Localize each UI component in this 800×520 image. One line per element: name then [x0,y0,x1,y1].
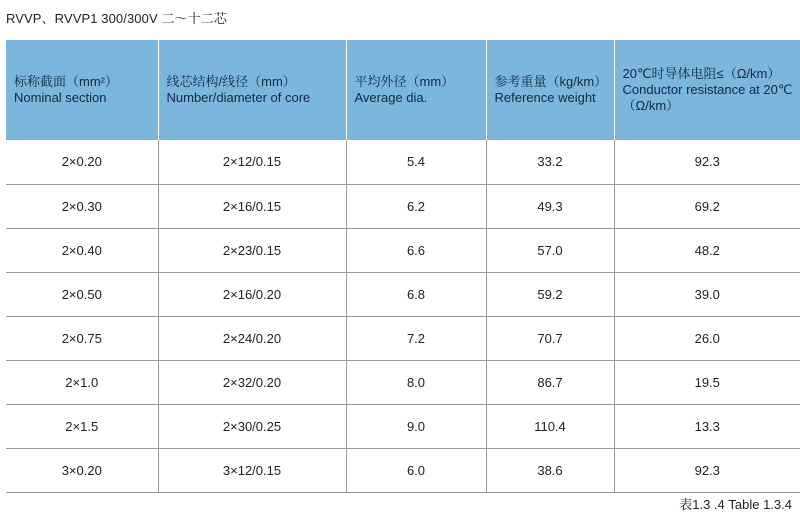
cell-reference-weight: 86.7 [486,360,614,404]
cell-nominal-section: 2×1.5 [6,404,158,448]
cell-conductor-resistance: 69.2 [614,184,800,228]
cell-average-dia: 6.0 [346,448,486,492]
table-row [6,316,800,360]
cell-reference-weight: 38.6 [486,448,614,492]
cell-reference-weight: 59.2 [486,272,614,316]
cell-conductor-resistance: 39.0 [614,272,800,316]
cell-average-dia: 7.2 [346,316,486,360]
cell-core-structure: 2×16/0.15 [158,184,346,228]
cell-core-structure: 2×24/0.20 [158,316,346,360]
header-en: Reference weight [494,90,596,105]
table-row [6,360,800,404]
cell-conductor-resistance: 19.5 [614,360,800,404]
cell-conductor-resistance: 48.2 [614,228,800,272]
cell-core-structure: 3×12/0.15 [158,448,346,492]
cell-nominal-section: 2×1.0 [6,360,158,404]
header-en: Number/diameter of core [166,90,311,105]
cell-core-structure: 2×16/0.20 [158,272,346,316]
cell-reference-weight: 33.2 [486,140,614,184]
cell-core-structure: 2×32/0.20 [158,360,346,404]
cell-nominal-section: 2×0.20 [6,140,158,184]
cell-average-dia: 9.0 [346,404,486,448]
cell-core-structure: 2×30/0.25 [158,404,346,448]
table-row [6,272,800,316]
header-en: Nominal section [14,90,107,105]
cell-conductor-resistance: 26.0 [614,316,800,360]
table-row [6,228,800,272]
header-conductor-resistance [614,40,800,140]
cell-core-structure: 2×12/0.15 [158,140,346,184]
cell-nominal-section: 2×0.50 [6,272,158,316]
header-reference-weight [486,40,614,140]
header-zh: 线芯结构/线径（mm） [166,74,296,89]
cell-nominal-section: 2×0.30 [6,184,158,228]
header-zh: 平均外径（mm） [354,74,455,89]
cell-conductor-resistance: 13.3 [614,404,800,448]
table-body [6,140,800,492]
header-zh: 参考重量（kg/km） [494,74,608,89]
table-caption: 表1.3 .4 Table 1.3.4 [679,497,792,512]
cell-reference-weight: 110.4 [486,404,614,448]
cell-average-dia: 6.8 [346,272,486,316]
header-average-dia [346,40,486,140]
cell-reference-weight: 49.3 [486,184,614,228]
cell-nominal-section: 3×0.20 [6,448,158,492]
header-row [6,40,800,140]
header-nominal-section [6,40,158,140]
header-en: Average dia. [354,90,428,105]
cell-reference-weight: 57.0 [486,228,614,272]
page-heading: RVVP、RVVP1 300/300V 二～十二芯 [6,11,227,26]
spec-table [6,40,800,493]
header-zh: 20℃时导体电阻≤（Ω/km） [622,66,781,81]
cell-nominal-section: 2×0.75 [6,316,158,360]
cell-conductor-resistance: 92.3 [614,448,800,492]
cell-average-dia: 8.0 [346,360,486,404]
cell-conductor-resistance: 92.3 [614,140,800,184]
table-row [6,140,800,184]
spec-table-container [6,40,800,493]
cell-nominal-section: 2×0.40 [6,228,158,272]
header-en: Conductor resistance at 20℃（Ω/km） [622,82,793,113]
cell-reference-weight: 70.7 [486,316,614,360]
table-header [6,40,800,140]
header-zh: 标称截面（mm²） [14,74,118,89]
cell-core-structure: 2×23/0.15 [158,228,346,272]
header-core-structure [158,40,346,140]
table-row [6,448,800,492]
cell-average-dia: 6.2 [346,184,486,228]
table-row [6,404,800,448]
cell-average-dia: 5.4 [346,140,486,184]
cell-average-dia: 6.6 [346,228,486,272]
table-row [6,184,800,228]
